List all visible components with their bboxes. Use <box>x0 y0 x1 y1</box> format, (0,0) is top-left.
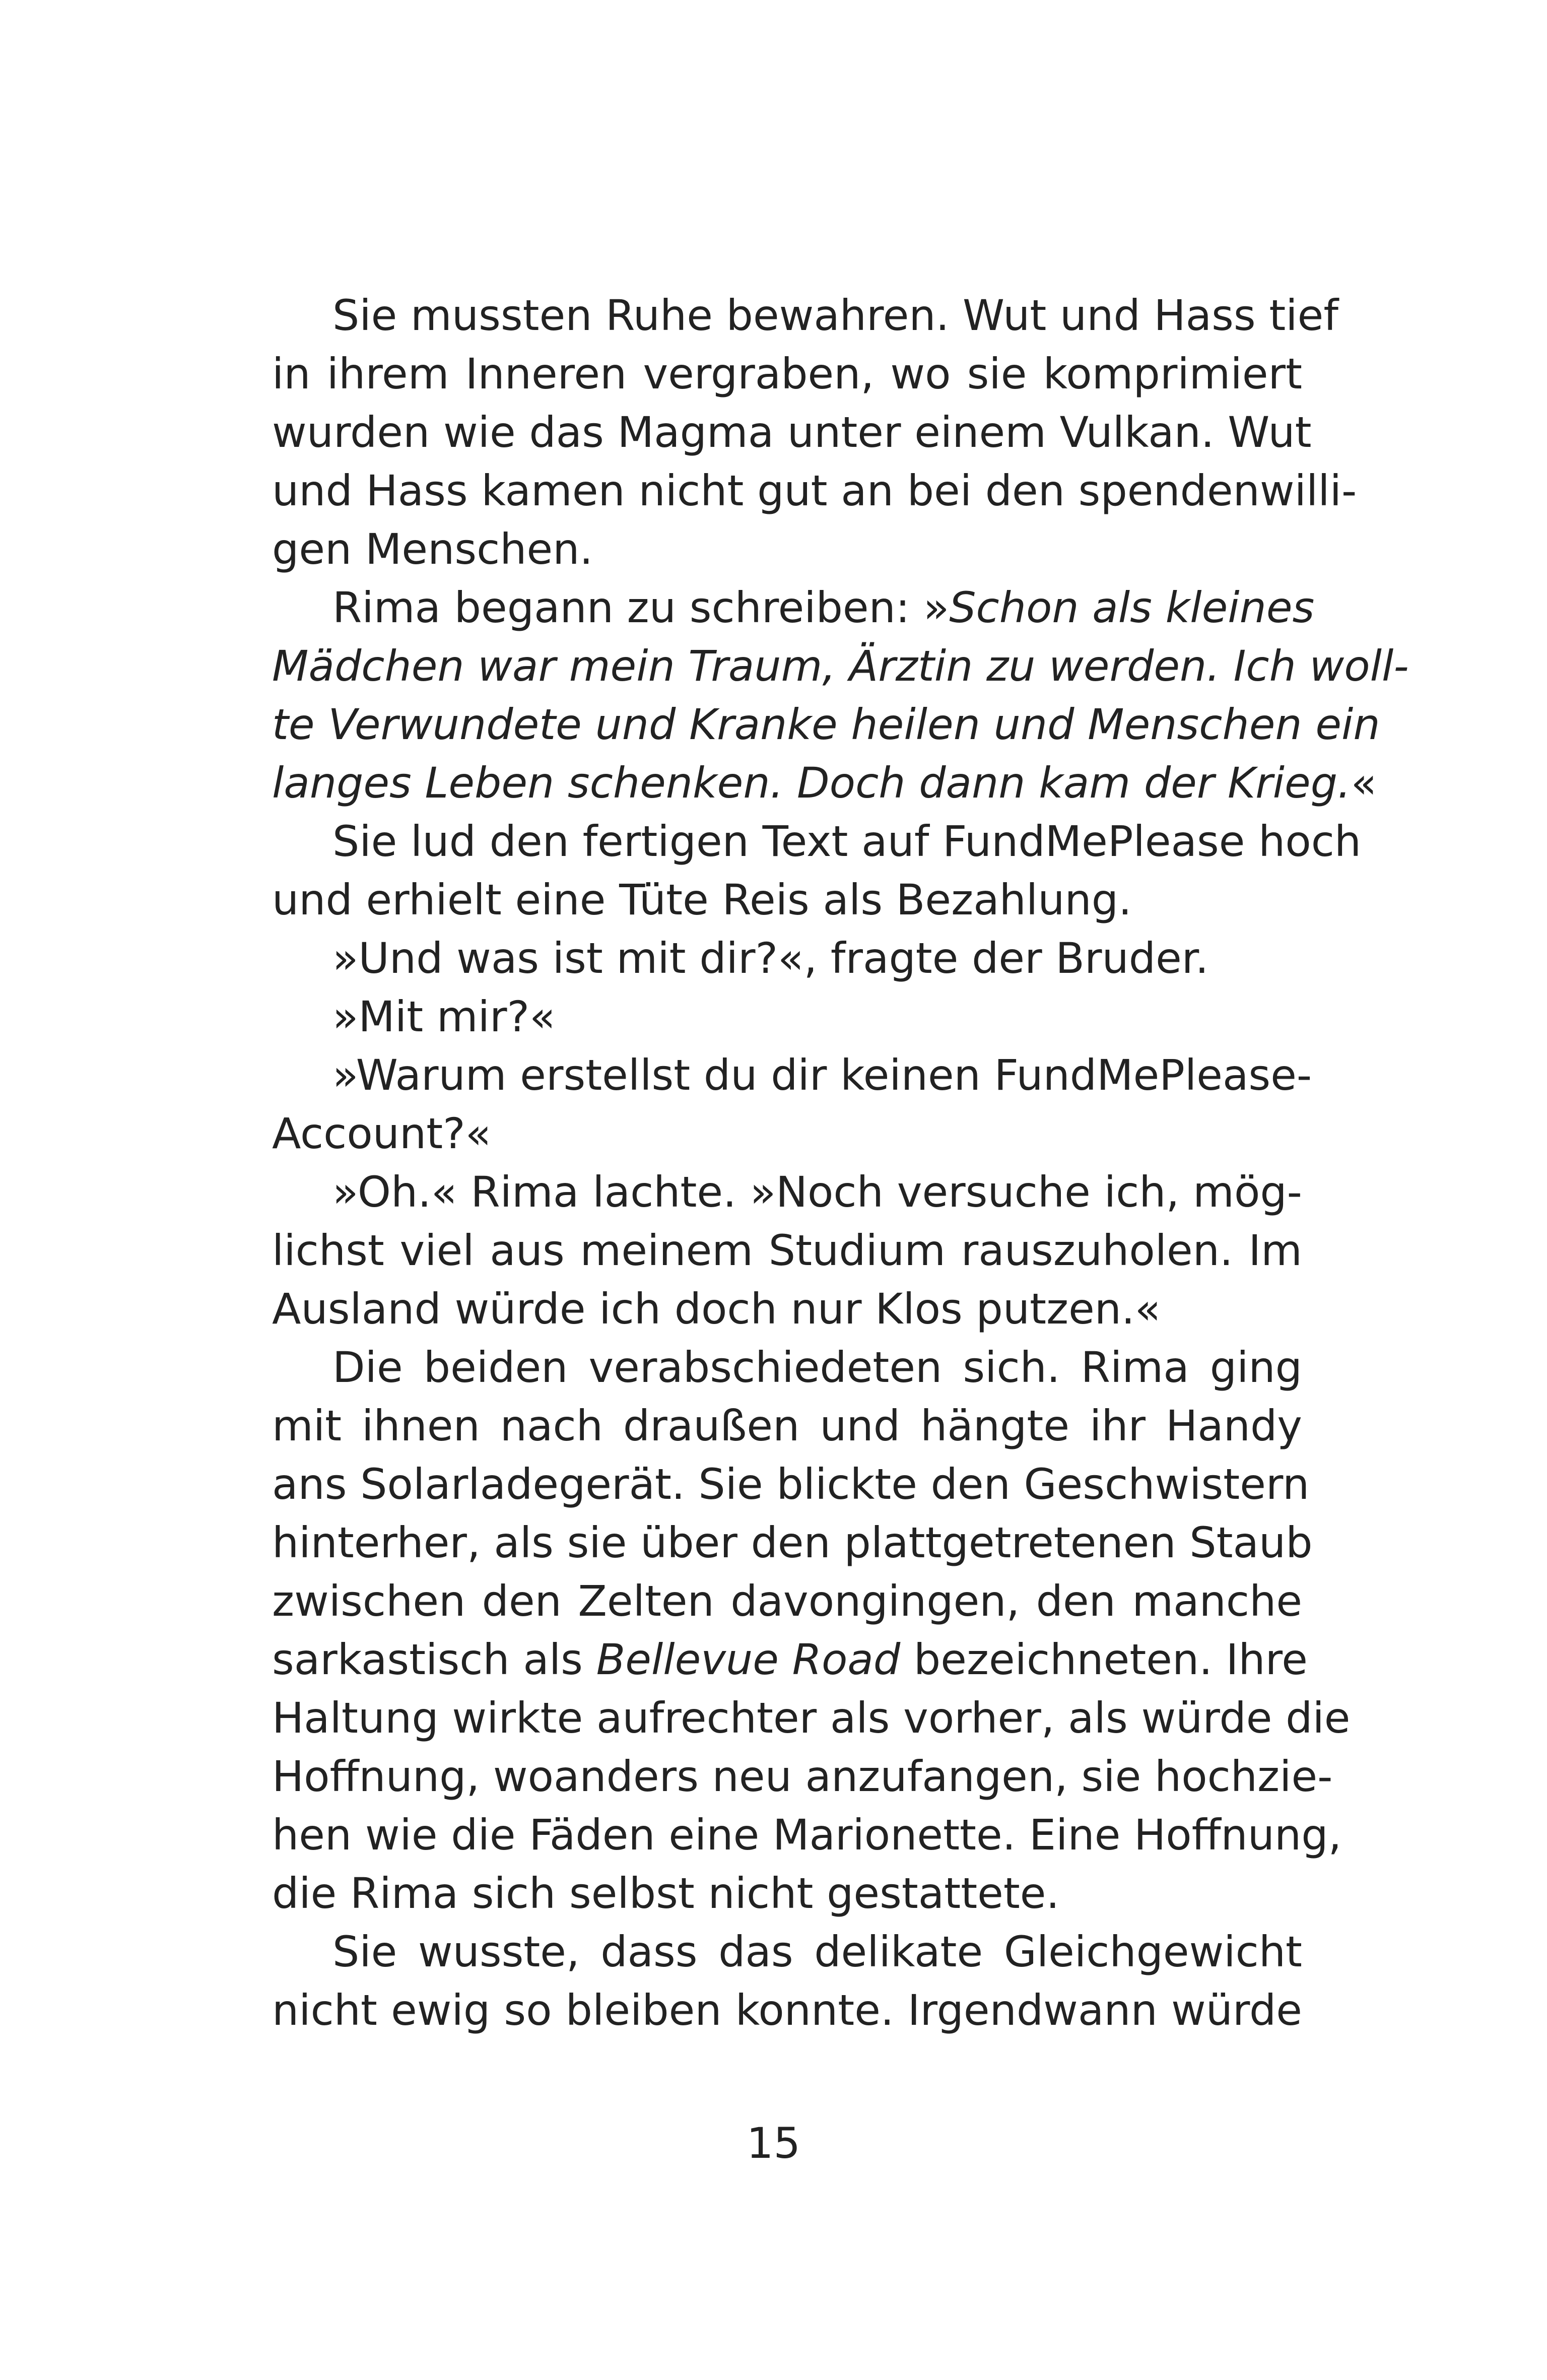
text-segment: und erhielt eine Tüte Reis als Bezahlung. <box>272 875 1132 924</box>
text-segment: Die beiden verabschiedeten sich. Rima ging <box>332 1343 1302 1392</box>
text-segment: hen wie die Fäden eine Marionette. Eine Hoffnung, <box>272 1810 1342 1860</box>
text-line <box>272 1630 1308 1689</box>
italic-text-segment: Schon als kleines <box>949 583 1315 632</box>
text-line <box>272 578 1315 637</box>
italic-text-segment: langes Leben schenken. Doch dann kam der Krieg. <box>272 758 1351 808</box>
text-segment: Haltung wirkte aufrechter als vorher, als würde die <box>272 1693 1351 1743</box>
text-segment: die Rima sich selbst nicht gestattete. <box>272 1869 1060 1918</box>
text-line <box>272 871 1302 929</box>
text-line <box>272 1221 1302 1280</box>
text-line <box>272 1280 1302 1338</box>
text-segment: »Oh.« Rima lachte. »Noch versuche ich, mög- <box>332 1167 1302 1217</box>
text-line <box>272 520 1302 578</box>
text-line <box>272 1689 1351 1747</box>
text-line <box>272 1163 1302 1221</box>
text-segment: Account?« <box>272 1109 492 1158</box>
text-segment: zwischen den Zelten davongingen, den manche <box>272 1576 1302 1626</box>
text-segment: mit ihnen nach draußen und hängte ihr Handy <box>272 1401 1302 1450</box>
text-line <box>272 637 1409 695</box>
text-segment: Sie lud den fertigen Text auf FundMePlease hoch <box>332 817 1362 866</box>
text-segment: Ausland würde ich doch nur Klos putzen.« <box>272 1284 1161 1334</box>
text-segment: gen Menschen. <box>272 524 593 574</box>
text-segment: und Hass kamen nicht gut an bei den spendenwilli- <box>272 466 1357 515</box>
text-line <box>272 345 1302 403</box>
text-segment: « <box>1351 758 1377 808</box>
page-number: 15 <box>747 2119 800 2168</box>
text-segment: ans Solarladegerät. Sie blickte den Geschwistern <box>272 1460 1310 1509</box>
text-line <box>272 1455 1310 1513</box>
text-line <box>272 754 1377 812</box>
text-line <box>272 1572 1302 1630</box>
italic-text-segment: te Verwundete und Kranke heilen und Menschen ein <box>272 700 1380 749</box>
text-segment: sarkastisch als <box>272 1635 596 1684</box>
text-line <box>272 286 1338 345</box>
text-segment: »Und was ist mit dir?«, fragte der Bruder. <box>332 934 1209 983</box>
text-segment: »Mit mir?« <box>332 992 556 1041</box>
text-line <box>272 1513 1313 1572</box>
text-segment: lichst viel aus meinem Studium rauszuholen. Im <box>272 1226 1302 1275</box>
text-line <box>272 1104 1302 1163</box>
text-line <box>272 929 1302 987</box>
text-line <box>272 1747 1333 1806</box>
italic-text-segment: Bellevue Road <box>596 1635 901 1684</box>
text-segment: Sie wusste, dass das delikate Gleichgewicht <box>332 1927 1302 1976</box>
text-line <box>272 1981 1302 2039</box>
text-line <box>272 695 1380 754</box>
text-segment: Rima begann zu schreiben: » <box>332 583 950 632</box>
italic-text-segment: Mädchen war mein Traum, Ärztin zu werden. Ich woll- <box>272 641 1409 691</box>
text-line <box>272 1806 1342 1864</box>
text-segment: nicht ewig so bleiben konnte. Irgendwann würde <box>272 1986 1302 2035</box>
text-line <box>272 1397 1302 1455</box>
text-segment: Sie mussten Ruhe bewahren. Wut und Hass tief <box>332 291 1338 340</box>
text-segment: wurden wie das Magma unter einem Vulkan. Wut <box>272 408 1312 457</box>
text-line <box>272 1923 1302 1981</box>
text-segment: hinterher, als sie über den plattgetretenen Staub <box>272 1518 1313 1567</box>
text-line <box>272 403 1312 461</box>
text-segment: bezeichneten. Ihre <box>900 1635 1308 1684</box>
text-line <box>272 987 1302 1046</box>
text-segment: in ihrem Inneren vergraben, wo sie komprimiert <box>272 349 1302 399</box>
text-line <box>272 1864 1302 1923</box>
text-line <box>272 1046 1312 1104</box>
text-line <box>272 812 1362 871</box>
text-line <box>272 461 1357 520</box>
text-line <box>272 1338 1302 1397</box>
text-segment: Hoffnung, woanders neu anzufangen, sie hochzie- <box>272 1752 1333 1801</box>
text-segment: »Warum erstellst du dir keinen FundMePlease- <box>332 1050 1312 1100</box>
book-page-text <box>272 286 1409 2039</box>
